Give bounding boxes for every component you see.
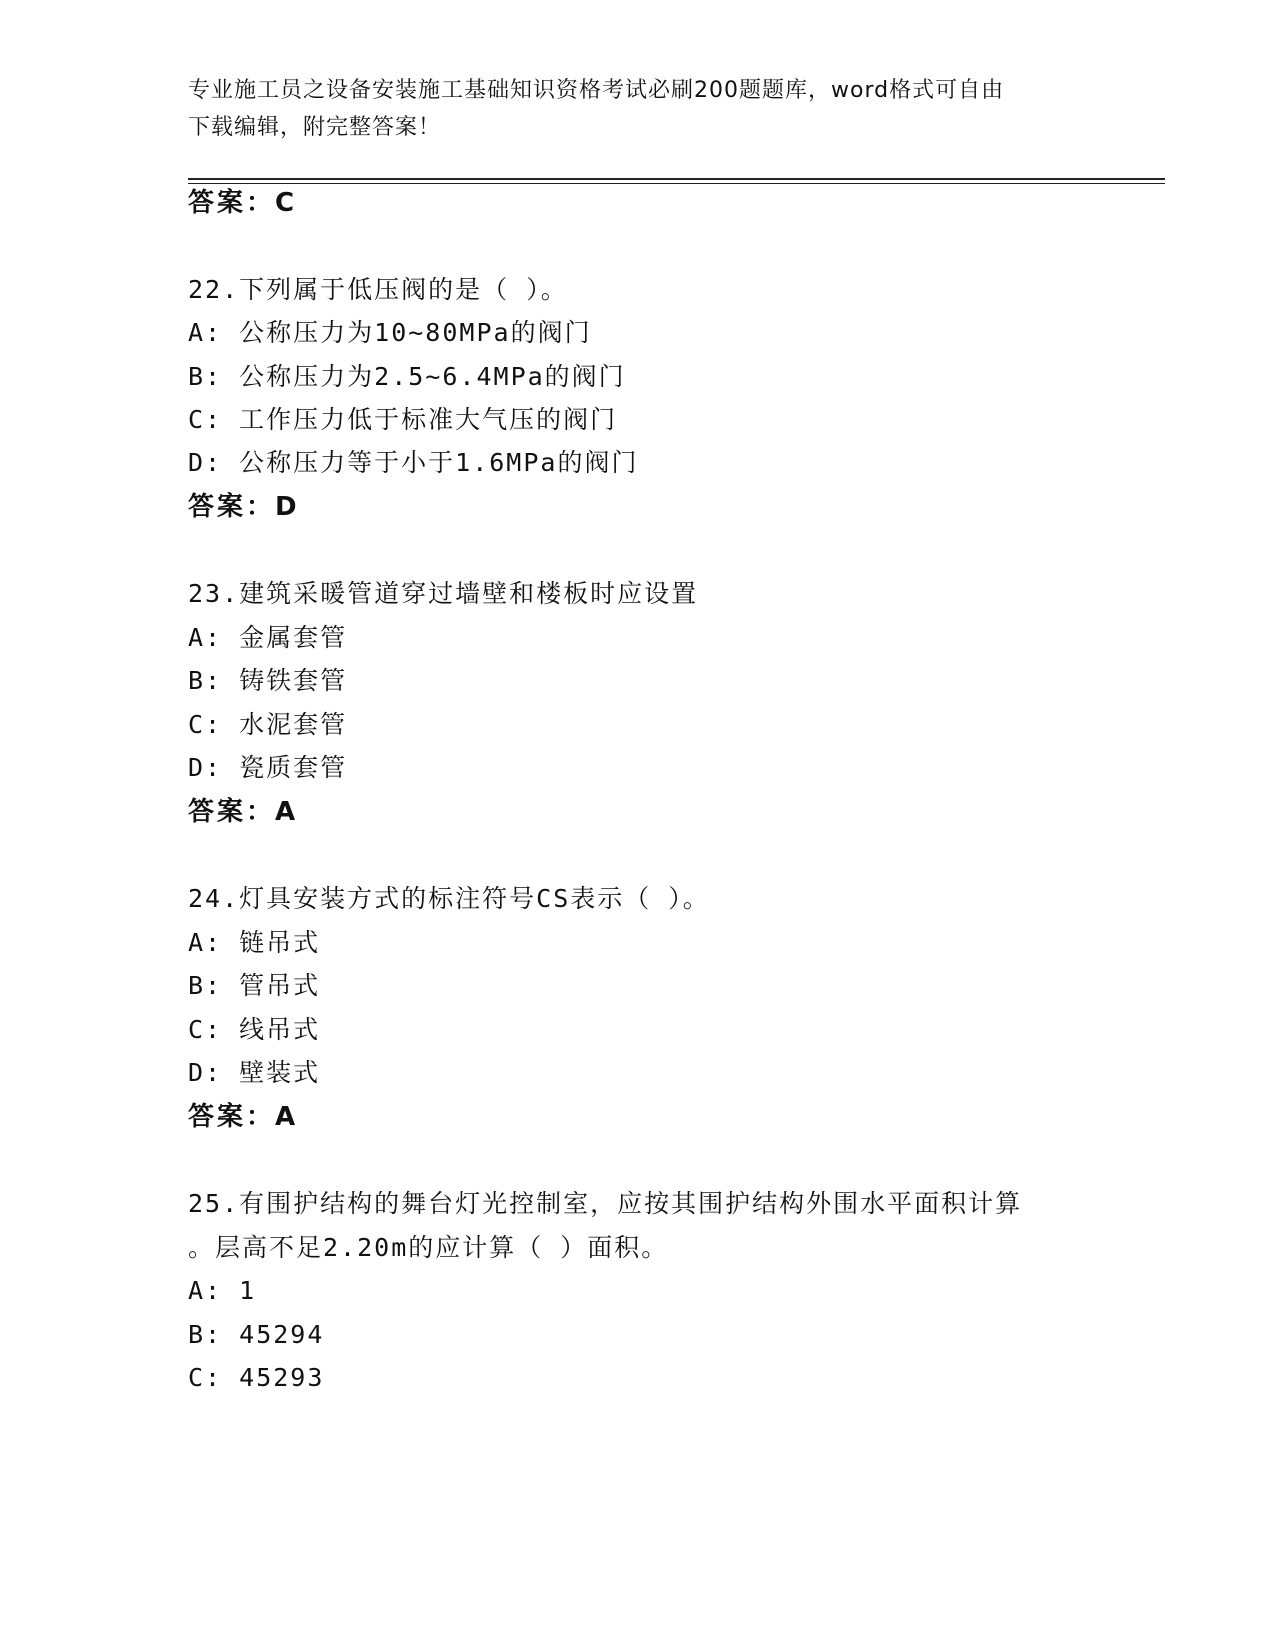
header-line-2: 下载编辑，附完整答案！ <box>188 115 442 140</box>
answer-22: 答案：D <box>188 492 300 522</box>
question-23-stem: 23.建筑采暖管道穿过墙壁和楼板时应设置 <box>188 579 699 608</box>
question-22-option-d: D: 公称压力等于小于1.6MPa的阀门 <box>188 448 639 477</box>
question-24-option-a: A: 链吊式 <box>188 928 321 957</box>
header-line-1: 专业施工员之设备安装施工基础知识资格考试必刷200题题库，word格式可自由 <box>188 78 1005 103</box>
answer-21: 答案：C <box>188 188 298 218</box>
question-25-option-c: C: 45293 <box>188 1363 325 1392</box>
question-25-option-a: A: 1 <box>188 1276 257 1305</box>
question-23-option-b: B: 铸铁套管 <box>188 666 348 695</box>
answer-23: 答案：A <box>188 797 299 827</box>
question-25-stem: 25.有围护结构的舞台灯光控制室，应按其围护结构外围水平面积计算 <box>188 1189 1023 1218</box>
question-24-stem: 24.灯具安装方式的标注符号CS表示（ ）。 <box>188 884 710 913</box>
question-24-option-b: B: 管吊式 <box>188 971 321 1000</box>
question-22-option-a: A: 公称压力为10~80MPa的阀门 <box>188 318 592 347</box>
question-25-option-b: B: 45294 <box>188 1320 325 1349</box>
document-header <box>188 72 1088 146</box>
question-25-stem-continued: 。层高不足2.20m的应计算（ ）面积。 <box>188 1233 669 1262</box>
header-rule <box>188 178 1165 180</box>
question-23-option-a: A: 金属套管 <box>188 623 348 652</box>
question-22-stem: 22.下列属于低压阀的是（ ）。 <box>188 275 568 304</box>
question-24-option-c: C: 线吊式 <box>188 1015 321 1044</box>
answer-24: 答案：A <box>188 1102 299 1132</box>
question-22-option-b: B: 公称压力为2.5~6.4MPa的阀门 <box>188 362 626 391</box>
question-24-option-d: D: 壁装式 <box>188 1058 321 1087</box>
question-23-option-d: D: 瓷质套管 <box>188 753 348 782</box>
header-rule-thin <box>188 183 1165 184</box>
question-22-option-c: C: 工作压力低于标准大气压的阀门 <box>188 405 618 434</box>
question-23-option-c: C: 水泥套管 <box>188 710 348 739</box>
